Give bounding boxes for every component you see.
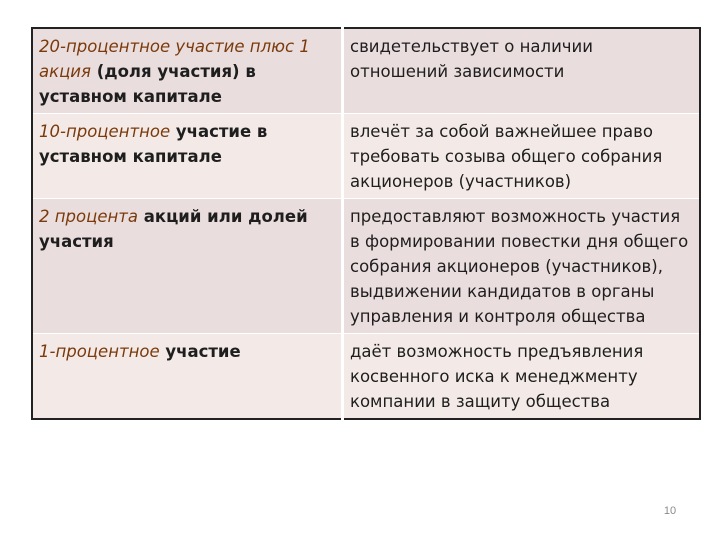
table-row <box>32 114 700 199</box>
share-plain-text: участие в уставном капитале <box>39 122 268 166</box>
participation-table <box>31 27 701 420</box>
share-plain-text: участие <box>159 342 241 361</box>
table-cell-consequence: влечёт за собой важнейшее право требовать созыва общего собрания акционеров (участников) <box>343 114 701 199</box>
share-accent-text: 1-процентное <box>39 342 160 361</box>
table-cell-consequence: свидетельствует о наличии отношений зависимости <box>343 28 701 114</box>
table-row <box>32 199 700 334</box>
table-cell-share <box>32 199 343 334</box>
table-cell-consequence: предоставляют возможность участия в формировании повестки дня общего собрания акционеров (участников), выдвижении кандидатов в органы управления и контроля общества <box>343 199 701 334</box>
share-accent-text: 20-процентное участие плюс 1 акция <box>39 37 310 81</box>
share-accent-text: 10-процентное <box>39 122 171 141</box>
table-cell-share <box>32 334 343 420</box>
table-row <box>32 28 700 114</box>
share-plain-text: (доля участия) в уставном капитале <box>39 62 256 106</box>
page-number: 10 <box>663 505 677 517</box>
table-cell-share <box>32 114 343 199</box>
table-cell-share <box>32 28 343 114</box>
share-plain-text: акций или долей участия <box>39 207 308 251</box>
table-row <box>32 334 700 420</box>
table-cell-consequence: даёт возможность предъявления косвенного иска к менеджменту компании в защиту общества <box>343 334 701 420</box>
share-accent-text: 2 процента <box>39 207 138 226</box>
